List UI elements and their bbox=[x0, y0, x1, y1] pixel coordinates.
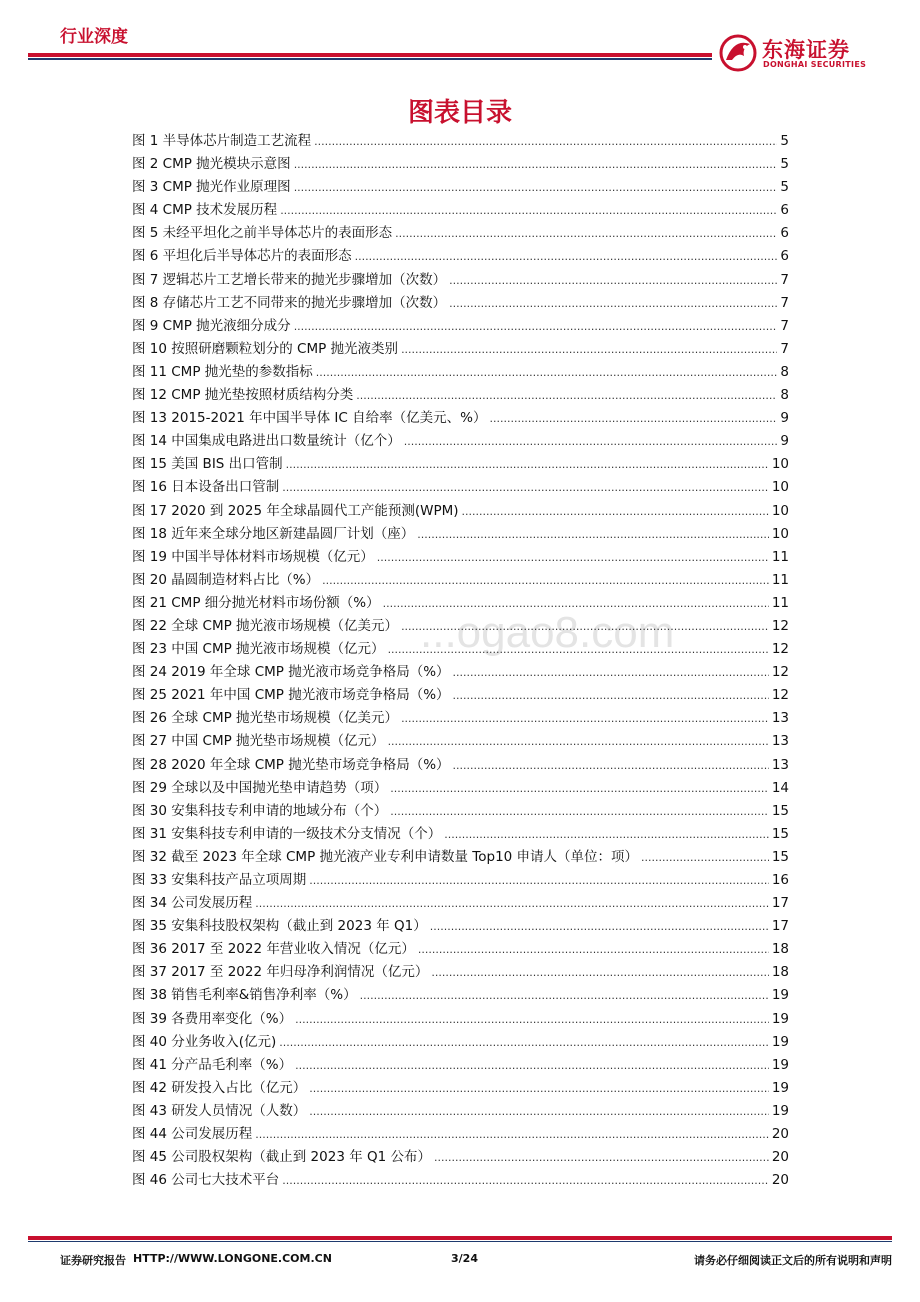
toc-entry[interactable] bbox=[132, 730, 789, 753]
toc-entry-page[interactable]: 7 bbox=[780, 294, 789, 311]
toc-dot-leader bbox=[453, 754, 769, 777]
toc-entry-page[interactable]: 10 bbox=[771, 525, 789, 542]
toc-entry-title[interactable]: 图 41 分产品毛利率（%） bbox=[132, 1056, 293, 1073]
toc-entry-title[interactable]: 图 43 研发人员情况（人数） bbox=[132, 1102, 307, 1119]
toc-entry-page[interactable]: 5 bbox=[780, 179, 789, 196]
toc-entry-page[interactable]: 12 bbox=[771, 641, 789, 658]
toc-entry-page[interactable]: 11 bbox=[771, 594, 789, 611]
toc-dot-leader bbox=[430, 915, 769, 938]
footer-report-type: 证券研究报告 bbox=[60, 1254, 126, 1267]
toc-entry[interactable] bbox=[132, 361, 789, 384]
toc-entry-title[interactable]: 图 1 半导体芯片制造工艺流程 bbox=[132, 133, 312, 149]
toc-entry-page[interactable]: 14 bbox=[771, 779, 789, 796]
toc-entry-page[interactable]: 6 bbox=[780, 202, 789, 219]
toc-dot-leader bbox=[453, 684, 769, 707]
footer-website-link[interactable]: HTTP://WWW.LONGONE.COM.CN bbox=[133, 1252, 332, 1265]
toc-entry-page[interactable]: 15 bbox=[771, 802, 789, 819]
toc-dot-leader bbox=[401, 615, 769, 638]
figure-table-of-contents bbox=[132, 130, 789, 1192]
toc-entry-page[interactable]: 13 bbox=[771, 710, 789, 727]
company-logo bbox=[716, 30, 896, 76]
toc-entry[interactable] bbox=[132, 1169, 789, 1192]
toc-entry[interactable] bbox=[132, 384, 789, 407]
toc-entry-page[interactable]: 17 bbox=[771, 895, 789, 912]
toc-entry[interactable] bbox=[132, 153, 789, 176]
toc-entry[interactable] bbox=[132, 684, 789, 707]
toc-entry-page[interactable]: 19 bbox=[771, 987, 789, 1004]
toc-dot-leader bbox=[322, 569, 769, 592]
toc-entry[interactable] bbox=[132, 476, 789, 499]
toc-entry[interactable] bbox=[132, 130, 789, 153]
toc-entry-page[interactable]: 12 bbox=[771, 664, 789, 681]
toc-entry-page[interactable]: 11 bbox=[771, 548, 789, 565]
toc-dot-leader bbox=[449, 292, 777, 315]
toc-entry-page[interactable]: 20 bbox=[771, 1172, 789, 1189]
toc-entry[interactable] bbox=[132, 869, 789, 892]
toc-dot-leader bbox=[309, 869, 769, 892]
toc-dot-leader bbox=[388, 730, 769, 753]
toc-dot-leader bbox=[431, 961, 768, 984]
header-divider bbox=[28, 53, 712, 57]
toc-entry[interactable] bbox=[132, 523, 789, 546]
toc-dot-leader bbox=[395, 222, 777, 245]
toc-dot-leader bbox=[356, 384, 777, 407]
toc-dot-leader bbox=[282, 1169, 769, 1192]
toc-entry[interactable] bbox=[132, 338, 789, 361]
toc-entry[interactable] bbox=[132, 661, 789, 684]
toc-entry[interactable] bbox=[132, 961, 789, 984]
toc-dot-leader bbox=[279, 1031, 769, 1054]
toc-entry[interactable] bbox=[132, 453, 789, 476]
toc-entry-title[interactable]: 图 34 公司发展历程 bbox=[132, 895, 253, 912]
toc-entry-title[interactable]: 图 24 2019 年全球 CMP 抛光液市场竞争格局（%） bbox=[132, 664, 450, 681]
toc-entry-page[interactable]: 6 bbox=[780, 225, 789, 242]
toc-entry-title[interactable]: 图 37 2017 至 2022 年归母净利润情况（亿元） bbox=[132, 964, 429, 981]
footer-page-number: 3/24 bbox=[451, 1252, 478, 1265]
toc-entry-title[interactable]: 图 10 按照研磨颗粒划分的 CMP 抛光液类别 bbox=[132, 340, 399, 357]
toc-entry-page[interactable]: 10 bbox=[771, 479, 789, 496]
toc-dot-leader bbox=[453, 661, 769, 684]
footer-disclaimer: 请务必仔细阅读正文后的所有说明和声明 bbox=[694, 1254, 892, 1267]
toc-entry[interactable] bbox=[132, 1100, 789, 1123]
toc-entry-title[interactable]: 图 13 2015-2021 年中国半导体 IC 自给率（亿美元、%） bbox=[132, 410, 487, 427]
toc-dot-leader bbox=[309, 1100, 769, 1123]
toc-dot-leader bbox=[295, 1008, 769, 1031]
toc-entry-title[interactable]: 图 3 CMP 抛光作业原理图 bbox=[132, 179, 291, 196]
toc-dot-leader bbox=[282, 476, 769, 499]
toc-entry-title[interactable]: 图 33 安集科技产品立项周期 bbox=[132, 872, 307, 888]
toc-entry-page[interactable]: 19 bbox=[771, 1033, 789, 1050]
toc-dot-leader bbox=[255, 1123, 769, 1146]
toc-entry-title[interactable]: 图 30 安集科技专利申请的地域分布（个） bbox=[132, 802, 388, 819]
toc-entry-title[interactable]: 图 8 存储芯片工艺不同带来的抛光步骤增加（次数） bbox=[132, 294, 447, 311]
toc-dot-leader bbox=[360, 984, 769, 1007]
toc-entry-title[interactable]: 图 23 中国 CMP 抛光液市场规模（亿元） bbox=[132, 641, 385, 658]
toc-entry[interactable] bbox=[132, 292, 789, 315]
toc-entry-title[interactable]: 图 44 公司发展历程 bbox=[132, 1126, 253, 1143]
toc-entry-title[interactable]: 图 45 公司股权架构（截止到 2023 年 Q1 公布） bbox=[132, 1149, 431, 1166]
toc-entry[interactable] bbox=[132, 269, 789, 292]
toc-entry-page[interactable]: 13 bbox=[771, 756, 789, 773]
toc-entry-page[interactable]: 5 bbox=[780, 156, 789, 173]
toc-entry-page[interactable]: 15 bbox=[771, 848, 789, 865]
toc-entry-title[interactable]: 图 12 CMP 抛光垫按照材质结构分类 bbox=[132, 387, 354, 404]
header-divider-secondary bbox=[28, 58, 712, 60]
toc-entry-title[interactable]: 图 31 安集科技专利申请的一级技术分支情况（个） bbox=[132, 825, 442, 842]
toc-dot-leader bbox=[255, 892, 769, 915]
footer-divider-secondary bbox=[28, 1241, 892, 1242]
toc-entry-title[interactable]: 图 16 日本设备出口管制 bbox=[132, 479, 280, 496]
toc-entry-title[interactable]: 图 9 CMP 抛光液细分成分 bbox=[132, 317, 291, 334]
toc-entry[interactable] bbox=[132, 707, 789, 730]
toc-entry[interactable] bbox=[132, 915, 789, 938]
toc-dot-leader bbox=[286, 453, 769, 476]
toc-entry-title[interactable]: 图 14 中国集成电路进出口数量统计（亿个） bbox=[132, 433, 401, 450]
toc-entry[interactable] bbox=[132, 500, 789, 523]
toc-entry-page[interactable]: 16 bbox=[771, 872, 789, 888]
toc-entry-page[interactable]: 5 bbox=[780, 133, 789, 149]
toc-dot-leader bbox=[418, 938, 769, 961]
toc-entry[interactable] bbox=[132, 846, 789, 869]
toc-entry[interactable] bbox=[132, 1054, 789, 1077]
report-category-tag: 行业深度 bbox=[60, 27, 128, 47]
toc-dot-leader bbox=[401, 707, 769, 730]
toc-entry[interactable] bbox=[132, 1146, 789, 1169]
toc-entry-page[interactable]: 11 bbox=[771, 571, 789, 588]
toc-dot-leader bbox=[444, 823, 769, 846]
toc-entry-page[interactable]: 19 bbox=[771, 1056, 789, 1073]
watermark: ...ogao8.com bbox=[420, 608, 675, 657]
toc-entry[interactable] bbox=[132, 1008, 789, 1031]
toc-entry-title[interactable]: 图 2 CMP 抛光模块示意图 bbox=[132, 156, 291, 173]
toc-dot-leader bbox=[388, 638, 769, 661]
toc-entry-page[interactable]: 7 bbox=[780, 317, 789, 334]
toc-entry[interactable] bbox=[132, 199, 789, 222]
toc-entry-page[interactable]: 8 bbox=[780, 387, 789, 404]
toc-entry-page[interactable]: 6 bbox=[780, 248, 789, 265]
toc-entry-title[interactable]: 图 17 2020 到 2025 年全球晶圆代工产能预测(WPM) bbox=[132, 502, 459, 519]
toc-entry[interactable] bbox=[132, 800, 789, 823]
toc-entry-page[interactable]: 10 bbox=[771, 456, 789, 473]
toc-dot-leader bbox=[462, 500, 769, 523]
toc-entry-page[interactable]: 8 bbox=[780, 363, 789, 380]
toc-entry-page[interactable]: 19 bbox=[771, 1010, 789, 1027]
toc-entry[interactable] bbox=[132, 892, 789, 915]
toc-entry[interactable] bbox=[132, 1123, 789, 1146]
toc-entry-title[interactable]: 图 19 中国半导体材料市场规模（亿元） bbox=[132, 548, 374, 565]
toc-entry-title[interactable]: 图 46 公司七大技术平台 bbox=[132, 1172, 280, 1189]
toc-dot-leader bbox=[314, 130, 777, 153]
toc-entry-title[interactable]: 图 18 近年来全球分地区新建晶圆厂计划（座） bbox=[132, 525, 415, 542]
toc-dot-leader bbox=[434, 1146, 769, 1169]
toc-entry-page[interactable]: 9 bbox=[780, 433, 789, 450]
toc-entry[interactable] bbox=[132, 938, 789, 961]
toc-entry-page[interactable]: 17 bbox=[771, 918, 789, 935]
toc-entry-page[interactable]: 19 bbox=[771, 1102, 789, 1119]
toc-entry-title[interactable]: 图 42 研发投入占比（亿元） bbox=[132, 1079, 307, 1096]
toc-dot-leader bbox=[449, 269, 777, 292]
toc-entry-title[interactable]: 图 27 中国 CMP 抛光垫市场规模（亿元） bbox=[132, 733, 385, 750]
toc-entry-title[interactable]: 图 20 晶圆制造材料占比（%） bbox=[132, 571, 320, 588]
toc-entry-title[interactable]: 图 38 销售毛利率&销售净利率（%） bbox=[132, 987, 357, 1004]
toc-entry-page[interactable]: 12 bbox=[771, 617, 789, 634]
toc-dot-leader bbox=[316, 361, 778, 384]
toc-dot-leader bbox=[417, 523, 769, 546]
toc-entry[interactable] bbox=[132, 1077, 789, 1100]
toc-entry-title[interactable]: 图 35 安集科技股权架构（截止到 2023 年 Q1） bbox=[132, 918, 427, 935]
toc-entry-page[interactable]: 10 bbox=[771, 502, 789, 519]
toc-entry[interactable] bbox=[132, 315, 789, 338]
toc-entry-title[interactable]: 图 7 逻辑芯片工艺增长带来的抛光步骤增加（次数） bbox=[132, 271, 447, 288]
toc-entry-title[interactable]: 图 11 CMP 抛光垫的参数指标 bbox=[132, 363, 313, 380]
toc-entry-page[interactable]: 20 bbox=[771, 1126, 789, 1143]
toc-entry-title[interactable]: 图 5 未经平坦化之前半导体芯片的表面形态 bbox=[132, 225, 393, 242]
toc-entry[interactable] bbox=[132, 245, 789, 268]
toc-entry[interactable] bbox=[132, 777, 789, 800]
toc-dot-leader bbox=[489, 407, 777, 430]
toc-entry[interactable] bbox=[132, 615, 789, 638]
toc-entry-title[interactable]: 图 32 截至 2023 年全球 CMP 抛光液产业专利申请数量 Top10 申请人（单位：项） bbox=[132, 848, 639, 865]
toc-entry[interactable] bbox=[132, 222, 789, 245]
toc-entry-page[interactable]: 18 bbox=[771, 964, 789, 981]
toc-entry[interactable] bbox=[132, 546, 789, 569]
toc-entry-page[interactable]: 20 bbox=[771, 1149, 789, 1166]
footer-divider bbox=[28, 1236, 892, 1240]
toc-dot-leader bbox=[295, 1054, 769, 1077]
toc-entry[interactable] bbox=[132, 823, 789, 846]
toc-entry-page[interactable]: 13 bbox=[771, 733, 789, 750]
toc-dot-leader bbox=[641, 846, 769, 869]
toc-entry-title[interactable]: 图 39 各费用率变化（%） bbox=[132, 1010, 293, 1027]
toc-entry-title[interactable]: 图 40 分业务收入(亿元) bbox=[132, 1033, 277, 1050]
toc-entry-title[interactable]: 图 29 全球以及中国抛光垫申请趋势（项） bbox=[132, 779, 388, 796]
toc-entry-title[interactable]: 图 25 2021 年中国 CMP 抛光液市场竞争格局（%） bbox=[132, 687, 450, 704]
toc-entry-title[interactable]: 图 15 美国 BIS 出口管制 bbox=[132, 456, 283, 473]
toc-dot-leader bbox=[404, 430, 778, 453]
logo-chinese-name: 东海证券 bbox=[762, 38, 850, 62]
toc-entry-page[interactable]: 15 bbox=[771, 825, 789, 842]
toc-entry-title[interactable]: 图 36 2017 至 2022 年营业收入情况（亿元） bbox=[132, 941, 415, 958]
toc-dot-leader bbox=[309, 1077, 769, 1100]
toc-entry[interactable] bbox=[132, 176, 789, 199]
toc-entry-title[interactable]: 图 4 CMP 技术发展历程 bbox=[132, 202, 278, 219]
toc-entry-page[interactable]: 19 bbox=[771, 1079, 789, 1096]
toc-entry-title[interactable]: 图 22 全球 CMP 抛光液市场规模（亿美元） bbox=[132, 617, 399, 634]
toc-entry-page[interactable]: 18 bbox=[771, 941, 789, 958]
toc-dot-leader bbox=[355, 245, 778, 268]
toc-dot-leader bbox=[383, 592, 769, 615]
toc-entry[interactable] bbox=[132, 407, 789, 430]
toc-dot-leader bbox=[390, 777, 769, 800]
toc-entry-page[interactable]: 7 bbox=[780, 340, 789, 357]
toc-entry[interactable] bbox=[132, 1031, 789, 1054]
toc-entry[interactable] bbox=[132, 569, 789, 592]
toc-dot-leader bbox=[294, 176, 778, 199]
page-title: 图表目录 bbox=[407, 98, 512, 128]
toc-entry-title[interactable]: 图 21 CMP 细分抛光材料市场份额（%） bbox=[132, 594, 380, 611]
toc-dot-leader bbox=[294, 315, 778, 338]
toc-entry[interactable] bbox=[132, 592, 789, 615]
toc-entry-title[interactable]: 图 6 平坦化后半导体芯片的表面形态 bbox=[132, 248, 352, 265]
toc-entry-title[interactable]: 图 28 2020 年全球 CMP 抛光垫市场竞争格局（%） bbox=[132, 756, 450, 773]
toc-entry-title[interactable]: 图 26 全球 CMP 抛光垫市场规模（亿美元） bbox=[132, 710, 399, 727]
toc-dot-leader bbox=[280, 199, 777, 222]
toc-dot-leader bbox=[294, 153, 778, 176]
toc-dot-leader bbox=[401, 338, 777, 361]
toc-entry-page[interactable]: 7 bbox=[780, 271, 789, 288]
toc-entry[interactable] bbox=[132, 638, 789, 661]
toc-entry[interactable] bbox=[132, 984, 789, 1007]
toc-entry-page[interactable]: 12 bbox=[771, 687, 789, 704]
toc-dot-leader bbox=[377, 546, 769, 569]
toc-entry[interactable] bbox=[132, 754, 789, 777]
dragon-emblem-icon bbox=[716, 30, 760, 76]
toc-entry-page[interactable]: 9 bbox=[780, 410, 789, 427]
logo-english-name: DONGHAI SECURITIES bbox=[763, 60, 867, 69]
toc-dot-leader bbox=[390, 800, 769, 823]
toc-entry[interactable] bbox=[132, 430, 789, 453]
